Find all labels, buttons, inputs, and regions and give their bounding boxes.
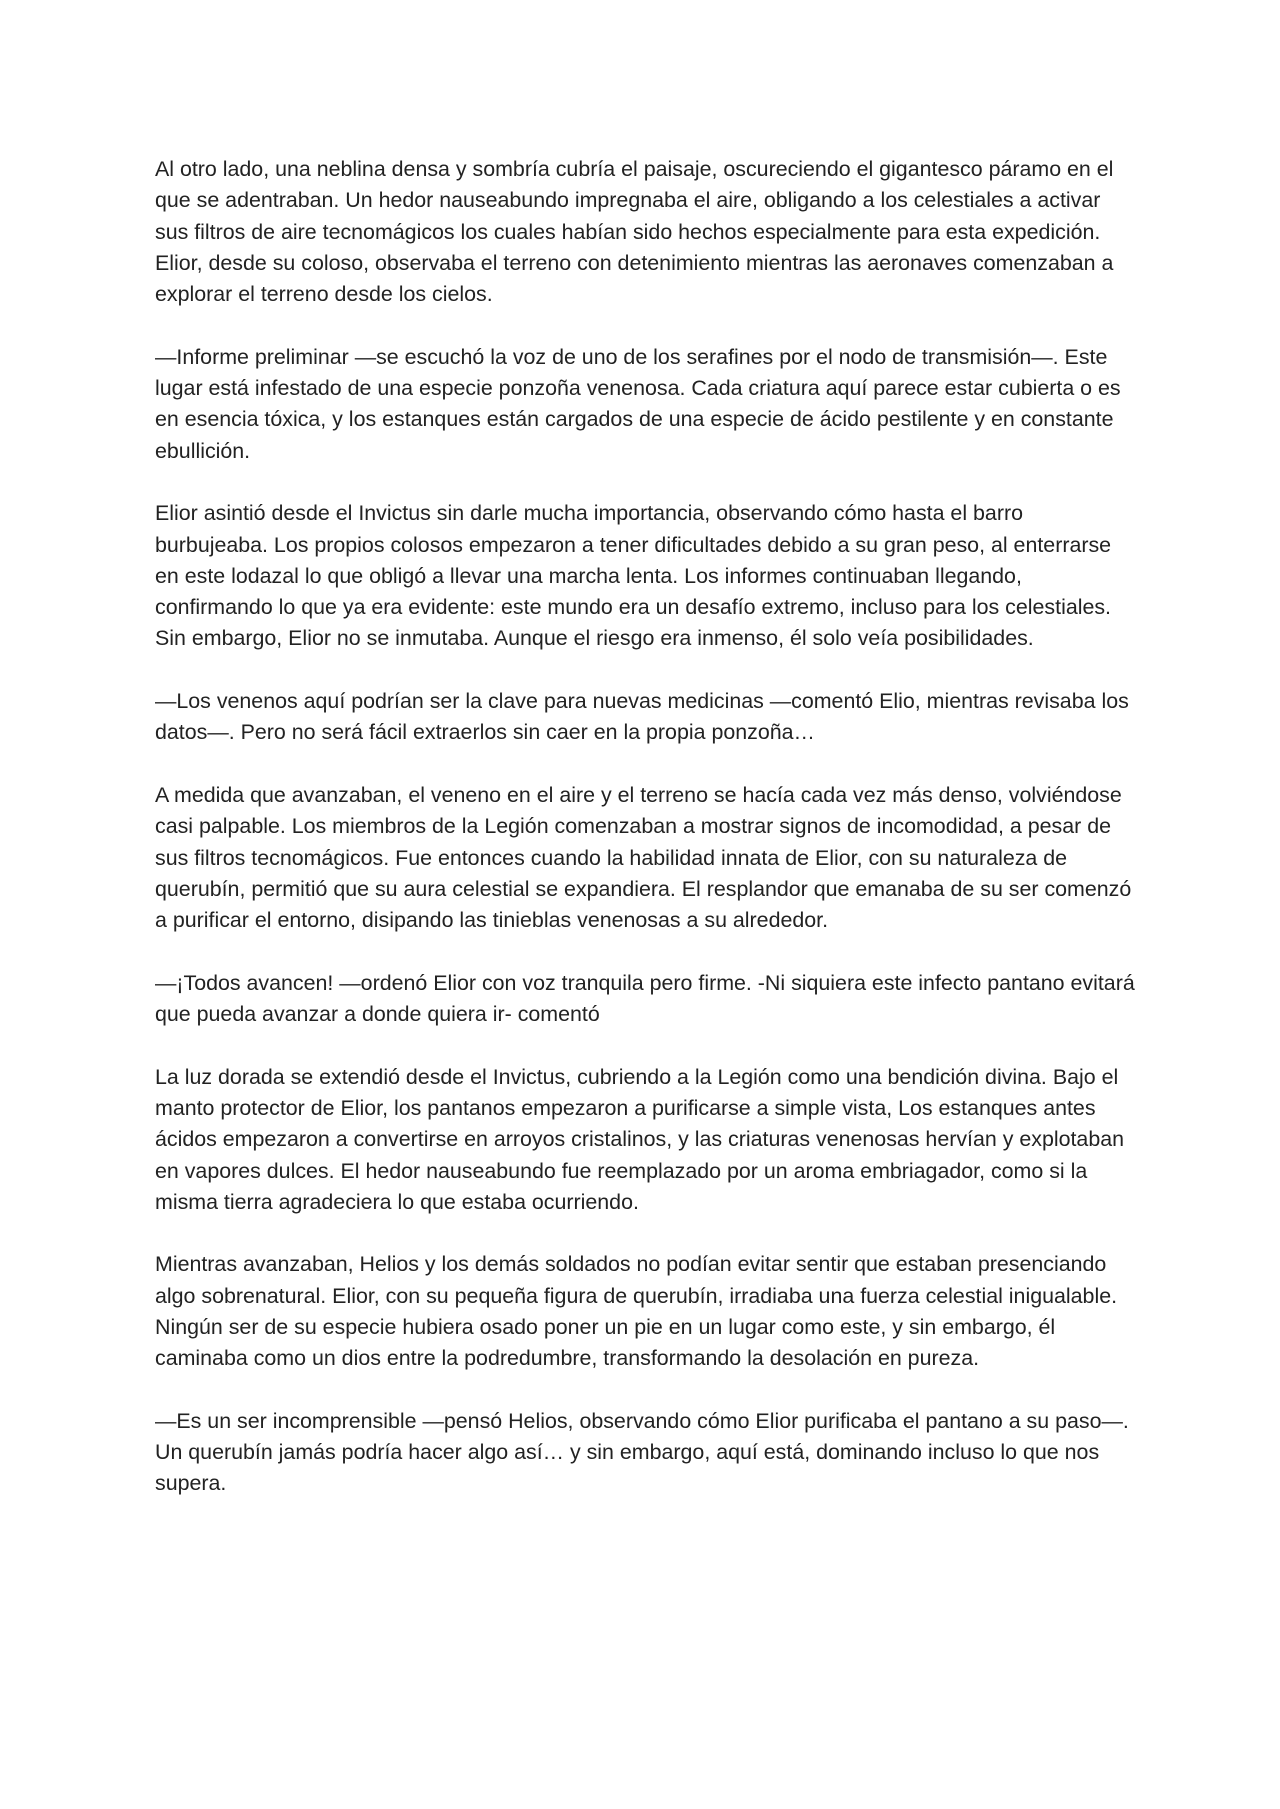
paragraph-1: Al otro lado, una neblina densa y sombría cubría el paisaje, oscureciendo el gigantesco páramo en el que se adentraban. Un hedor nauseabundo impregnaba el aire, obligando a los celestiales a activar sus filtros de aire tecnomágicos los cuales habían sido hechos especialmente para esta expedición. Elior, desde su coloso, observaba el terreno con detenimiento mientras las aeronaves comenzaban a explorar el terreno desde los cielos. <box>155 157 1114 307</box>
paragraph-8: Mientras avanzaban, Helios y los demás soldados no podían evitar sentir que estaban presenciando algo sobrenatural. Elior, con su pequeña figura de querubín, irradiaba una fuerza celestial inigualable. Ningún ser de su especie hubiera osado poner un pie en un lugar como este, y sin embargo, él caminaba como un dios entre la podredumbre, transformando la desolación en pureza. <box>155 1252 1118 1371</box>
paragraph-9: —Es un ser incomprensible —pensó Helios, observando cómo Elior purificaba el pantano a su paso—. Un querubín jamás podría hacer algo así… y sin embargo, aquí está, dominando incluso lo que nos supera. <box>155 1408 1129 1496</box>
paragraph-4: —Los venenos aquí podrían ser la clave para nuevas medicinas —comentó Elio, mientras revisaba los datos—. Pero no será fácil extraerlos sin caer en la propia ponzoña… <box>155 689 1129 745</box>
paragraph-5: A medida que avanzaban, el veneno en el aire y el terreno se hacía cada vez más denso, volviéndose casi palpable. Los miembros de la Legión comenzaban a mostrar signos de incomodidad, a pesar de sus filtros tecnomágicos. Fue entonces cuando la habilidad innata de Elior, con su naturaleza de querubín, permitió que su aura celestial se expandiera. El resplandor que emanaba de su ser comenzó a purificar el entorno, disipando las tinieblas venenosas a su alrededor. <box>155 782 1132 933</box>
paragraph-7: La luz dorada se extendió desde el Invictus, cubriendo a la Legión como una bendición divina. Bajo el manto protector de Elior, los pantanos empezaron a purificarse a simple vista, Los estanques antes ácidos empezaron a convertirse en arroyos cristalinos, y las criaturas venenosas hervían y explotaban en vapores dulces. El hedor nauseabundo fue reemplazado por un aroma embriagador, como si la misma tierra agradeciera lo que estaba ocurriendo. <box>155 1064 1125 1214</box>
paragraph-6: —¡Todos avancen! —ordenó Elior con voz tranquila pero firme. -Ni siquiera este infecto pantano evitará que pueda avanzar a donde quiera ir- comentó <box>155 970 1135 1027</box>
document-body <box>155 154 1135 1500</box>
paragraph-2: —Informe preliminar —se escuchó la voz de uno de los serafines por el nodo de transmisión—. Este lugar está infestado de una especie ponzoña venenosa. Cada criatura aquí parece estar cubierta o es en esencia tóxica, y los estanques están cargados de una especie de ácido pestilente y en constante ebullición. <box>155 344 1121 463</box>
paragraph-3: Elior asintió desde el Invictus sin darle mucha importancia, observando cómo hasta el barro burbujeaba. Los propios colosos empezaron a tener dificultades debido a su gran peso, al enterrarse en este lodazal lo que obligó a llevar una marcha lenta. Los informes continuaban llegando, confirmando lo que ya era evidente: este mundo era un desafío extremo, incluso para los celestiales. Sin embargo, Elior no se inmutaba. Aunque el riesgo era inmenso, él solo veía posibilidades. <box>155 501 1112 651</box>
